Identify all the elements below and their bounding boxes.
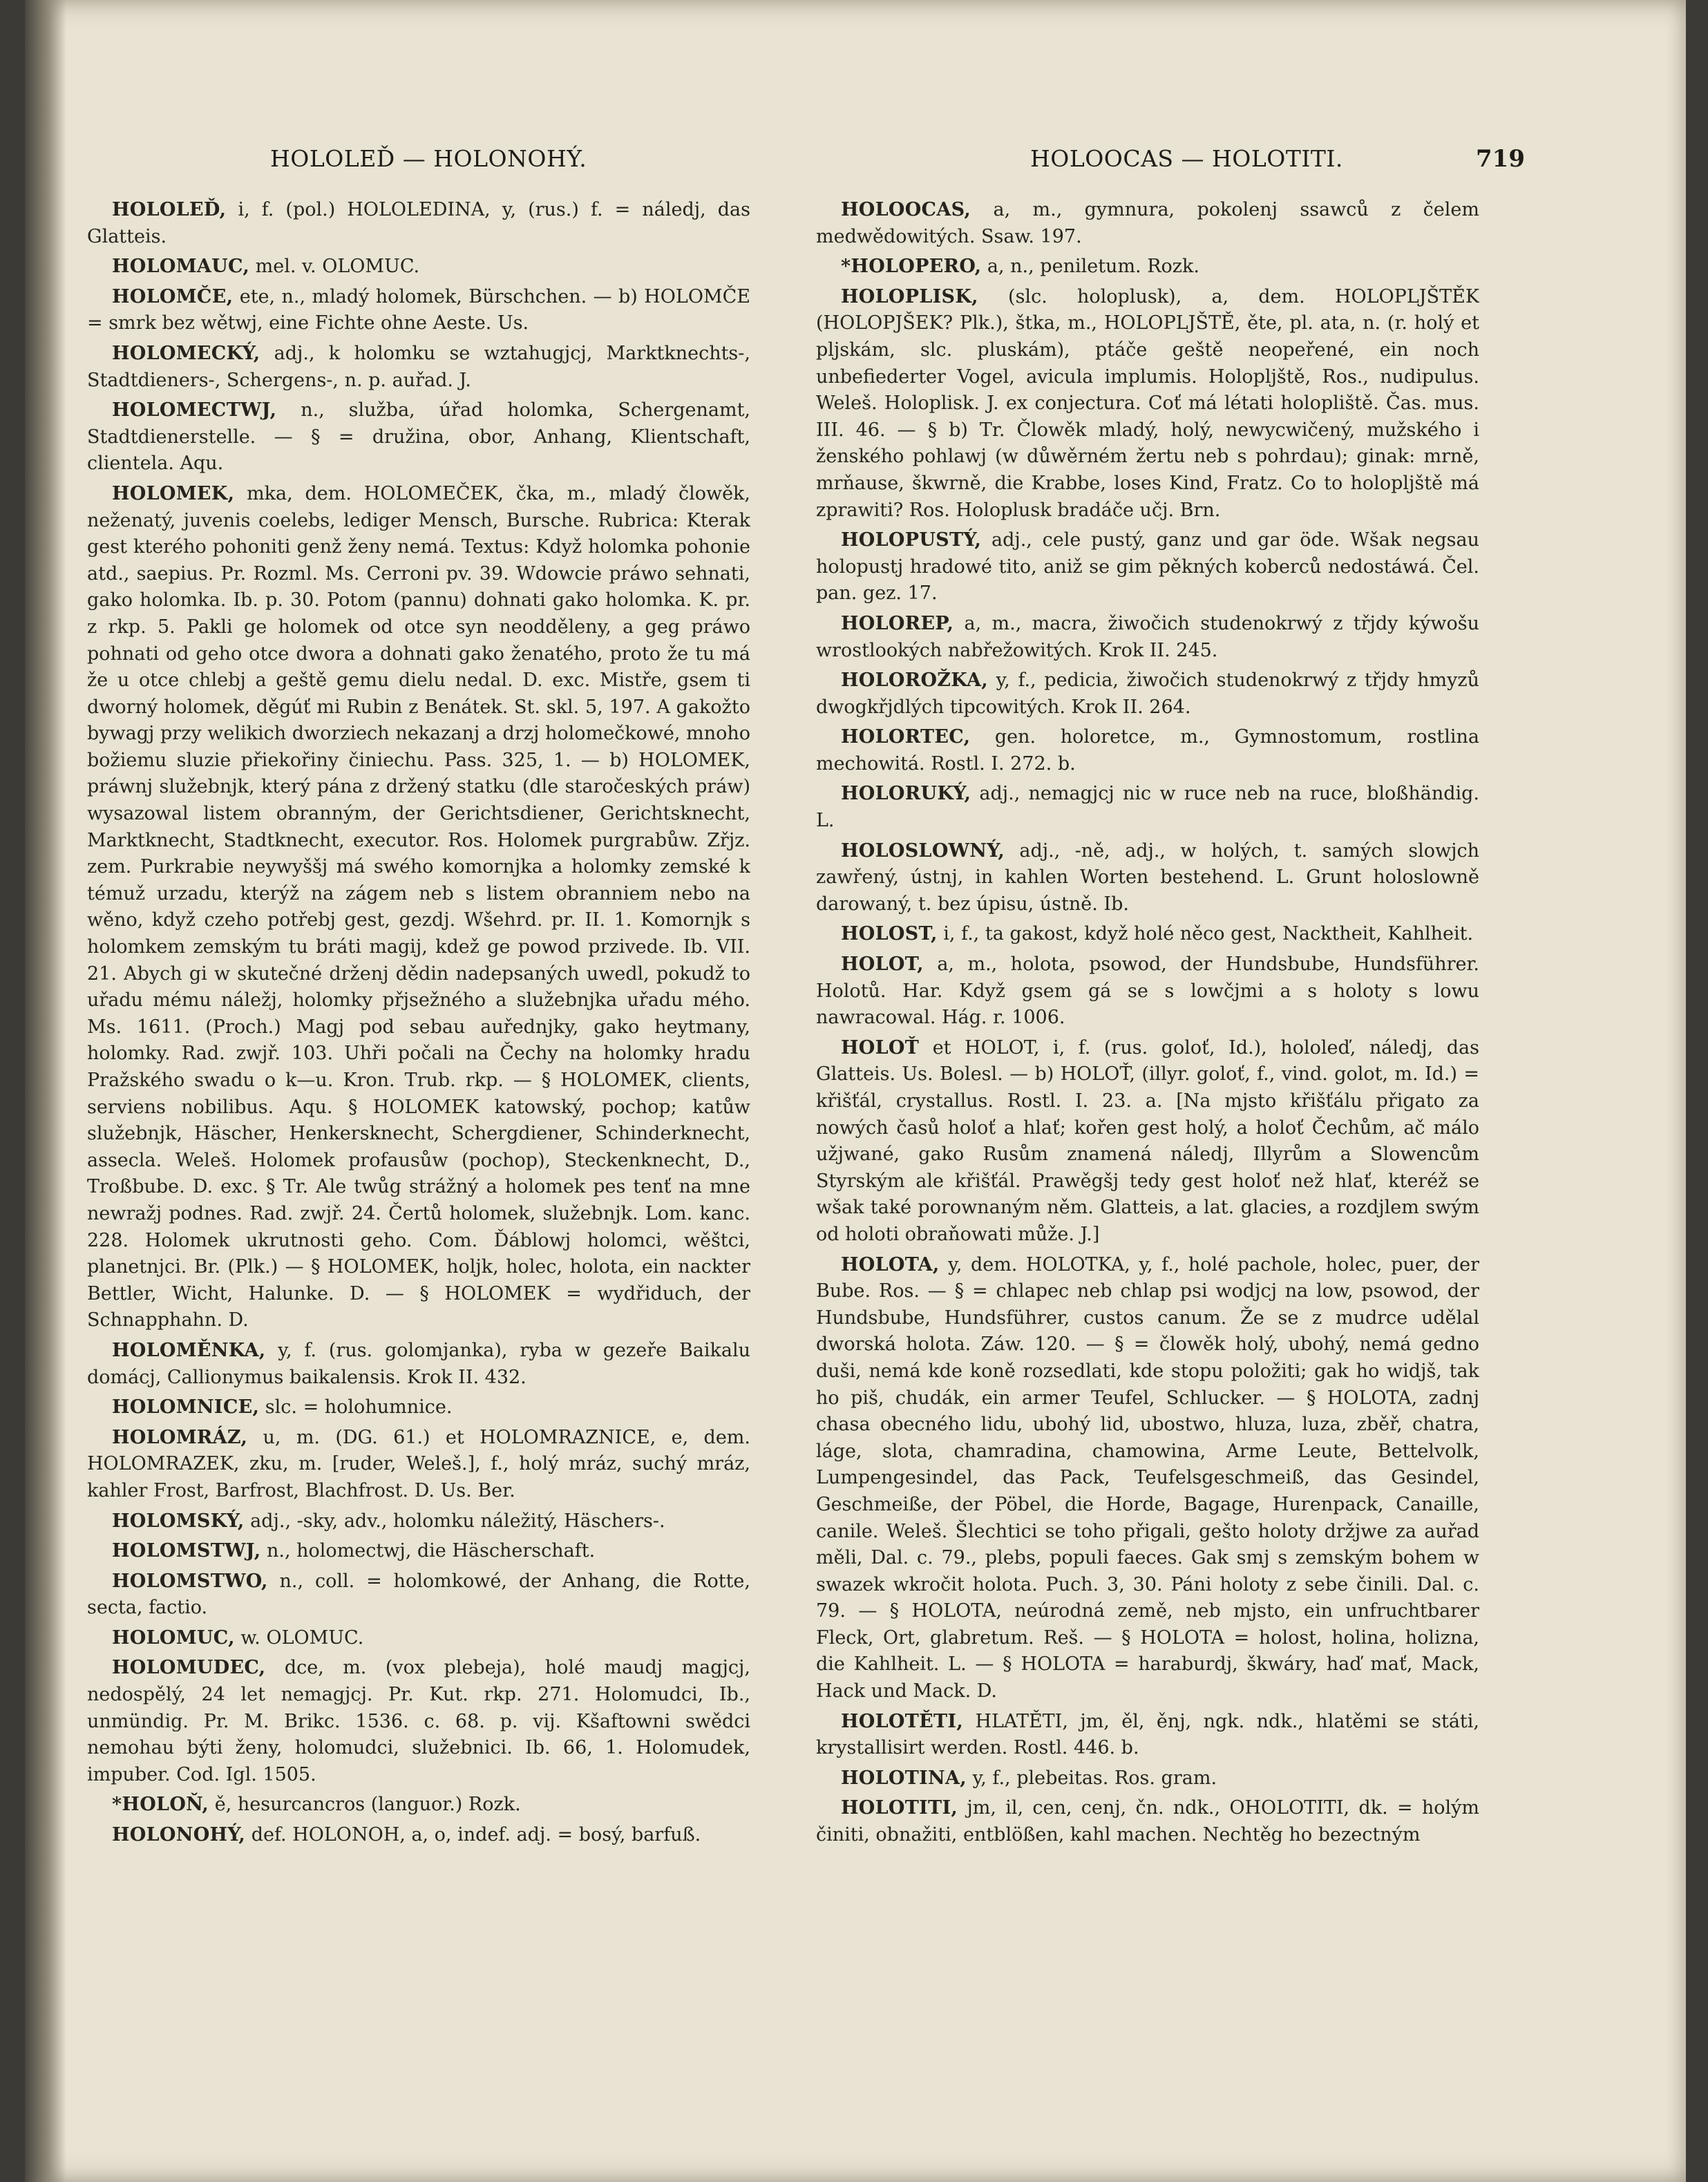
dictionary-entry — [87, 284, 750, 337]
dictionary-entry — [816, 838, 1479, 918]
entry-definition: y, dem. HOLOTKA, y, f., holé pachole, holec, puer, der Bube. Ros. — § = chlapec neb chlap psi wodjcj na low, psowod, der Hundsbube, Hundsführer, custos canum. Že se z mudrce udělal dworská holota. Záw. 120. — § = člowěk holý, ubohý, nemá gedno duši, nemá kde koně rozsedlati, kde stopu položiti; gak ho widjš, tak ho piš, chudák, ein armer Teufel, Schlucker. — § HOLOTA, zadnj chasa obecného lidu, ubohý lid, ubostwo, hluza, luza, zběř, chatra, láge, slota, chamradina, chamowina, Arme Leute, Bettelvolk, Lumpengesindel, das Pack, Teufelsgeschmeiß, das Gesindel, Geschmeiße, der Pöbel, die Horde, Bagage, Hurenpack, Canaille, canile. Weleš. Šlechtici se toho přigali, gešto holoty držjwe za auřad měli, Dal. c. 79., plebs, populi faeces. Gak smj s zemským bohem w swazek wkročit holota. Puch. 3, 30. Páni holoty z sebe činili. Dal. c. 79. — § HOLOTA, neúrodná země, neb mjsto, ein unfruchtbarer Fleck, Ort, glabretum. Reš. — § HOLOTA = holost, holina, holizna, die Kahlheit. L. — § HOLOTA = haraburdj, škwáry, haď mať, Mack, Hack und Mack. D. — [816, 1253, 1479, 1702]
entry-headword: HOLOMUDEC, — [112, 1657, 266, 1679]
entry-definition: def. HOLONOH, a, o, indef. adj. = bosý, barfuß. — [251, 1824, 701, 1846]
entry-headword: HOLOMRÁZ, — [112, 1426, 248, 1448]
entry-headword: HOLOLEĎ, — [112, 199, 227, 220]
dictionary-entry — [87, 1338, 750, 1391]
entry-headword: HOLOMSTWO, — [112, 1570, 268, 1592]
dictionary-entry — [87, 1538, 750, 1565]
entry-definition: mka, dem. HOLOMEČEK, čka, m., mladý člowěk, neženatý, juvenis coelebs, lediger Mensch, Bursche. Rubrica: Kterak gest kterého pohoniti genž ženy nemá. Textus: Když holomka pohonie atd., saepius. Pr. Rozml. Ms. Cerroni pv. 39. Wdowcie práwo sehnati, gako holomka. Ib. p. 30. Potom (pannu) dohnati gako holomka. K. pr. z rkp. 5. Pakli ge holomek od otce syn neodděleny, a geg práwo pohnati od geho otce dwora a dohnati gako ženatého, proto že tu má že u otce chlebj a geště gemu dielu nedal. D. exc. Mistře, gsem ti dworný holomek, děgúť mi Rubin z Benátek. St. skl. 5, 197. A gakožto bywagj przy welikich dworziech nekazanj a drzj holomečkowé, mnoho božiemu sluzie přiekořiny činiechu. Pass. 325, 1. — b) HOLOMEK, práwnj služebnjk, který pána z držený statku (dle staročeských práw) wysazowal listem obranným, der Gerichtsdiener, Gerichtsknecht, Marktknecht, Stadtknecht, executor. Ros. Holomek purgrabůw. Zřjz. zem. Purkrabie neywyššj má swého komornjka a holomky zemské k témuž urzadu, kterýž na zágem neb s listem obranniem nebo na wěno, když czeho potřebj gest, gezdj. Wšehrd. pr. II. 1. Komornjk s holomkem zemským tu bráti magij, kdež ge powod przivede. Ib. VII. 21. Abych gi w skutečné drženj dědin nadepsaných uwedl, pokudž to uřadu mému náležj, holomky přjsežného a služebnjka uřadu mého. Ms. 1611. (Proch.) Magj pod sebau auřednjky, gako heytmany, holomky. Rad. zwjř. 103. Uhři počali na Čechy na holomky hradu Pražského swadu o k—u. Kron. Trub. rkp. — § HOLOMEK, clients, serviens nobilibus. Aqu. § HOLOMEK katowský, pochop; katůw služebnjk, Häscher, Henkersknecht, Schergdiener, Schinderknecht, assecla. Weleš. Holomek profausůw (pochop), Steckenknecht, D., Troßbube. D. exc. § Tr. Ale twůg strážný a holomek pes tenť na mne newražj podnes. Rad. zwjř. 24. Čertů holomek, služebnjk. Lom. kanc. 228. Holomek ukrutnosti geho. Com. Ďáblowj holomci, wěštci, planetnjci. Br. (Plk.) — § HOLOMEK, holjk, holec, holota, ein nackter Bettler, Wicht, Halunke. D. — § HOLOMEK = wydřiduch, der Schnapphahn. D. — [87, 482, 750, 1331]
entry-definition: u, m. (DG. 61.) et HOLOMRAZNICE, e, dem. HOLOMRAZEK, zku, m. [ruder, Weleš.], f., holý mráz, suchý mráz, kahler Frost, Barfrost, Blachfrost. D. Us. Ber. — [87, 1426, 750, 1501]
entry-headword: HOLOMĚNKA, — [112, 1339, 266, 1361]
entry-headword: HOLOMSKÝ, — [112, 1510, 245, 1532]
dictionary-entry — [816, 1709, 1479, 1762]
entry-definition: et HOLOT, i, f. (rus. goloť, Id.), hololeď, náledj, das Glatteis. Us. Bolesl. — b) HOLOŤ, (illyr. goloť, f., vind. golot, m. Id.) = křišťál, crystallus. Rostl. I. 23. a. [Na mjsto křišťálu přigato za nowých časů holoť a hlať; kořen gest holý, a holoť Čechům, ač málo užjwané, gako Rusům znamená náledj, Illyrům a Slowencům Styrským ale křišťál. Prawěgšj tedy gest holoť než hlať, kteréž se wšak také porownaným něm. Glatteis, a lat. glacies, a rozdjlem swým od holoti obraňowati může. J.] — [816, 1036, 1479, 1245]
entry-definition: a, n., peniletum. Rozk. — [987, 256, 1199, 278]
dictionary-entry — [816, 781, 1479, 834]
entry-definition: gen. holoretce, m., Gymnostomum, rostlina mechowitá. Rostl. I. 272. b. — [816, 726, 1479, 775]
dictionary-entry — [87, 197, 750, 250]
entry-definition: adj., cele pustý, ganz und gar öde. Wšak negsau holopustj hradowé tito, aniž se gim pěkných koberců nedostáwá. Čel. pan. gez. 17. — [816, 529, 1479, 605]
dictionary-entry — [816, 527, 1479, 607]
running-header-left: HOLOLEĎ — HOLONOHÝ. — [270, 145, 587, 172]
dictionary-entry — [816, 611, 1479, 664]
entry-headword: HOLOT, — [841, 954, 924, 976]
dictionary-entry — [816, 951, 1479, 1032]
entry-headword: HOLOMEK, — [112, 482, 235, 504]
dictionary-entry — [816, 254, 1479, 281]
entry-headword: HOLOTA, — [841, 1253, 940, 1275]
entry-definition: a, m., holota, psowod, der Hundsbube, Hundsführer. Holotů. Har. Když gsem gá se s lowčjmi a s holoty s lowu nawracowal. Hág. r. 1006. — [816, 954, 1479, 1029]
entry-definition: y, f. (rus. golomjanka), ryba w gezeře Baikalu domácj, Callionymus baikalensis. Krok II. 432. — [87, 1339, 750, 1388]
dictionary-entry — [87, 481, 750, 1334]
running-header-right: HOLOOCAS — HOLOTITI. — [1030, 145, 1343, 172]
entry-definition: n., coll. = holomkowé, der Anhang, die Rotte, secta, factio. — [87, 1570, 750, 1619]
entry-definition: dce, m. (vox plebeja), holé maudj magjcj, nedospělý, 24 let nemagjcj. Pr. Kut. rkp. 271. Holomudci, Ib., unmündig. Pr. M. Brikc. 1536. c. 68. p. vij. Kšaftowni swědci nemohau býti ženy, holomudci, služebnici. Ib. 66, 1. Holomudek, impuber. Cod. Igl. 1505. — [87, 1657, 750, 1785]
entry-definition: mel. v. OLOMUC. — [255, 256, 420, 278]
dictionary-entry — [87, 1792, 750, 1819]
entry-definition: w. OLOMUC. — [240, 1626, 364, 1649]
entry-headword: HOLOPLISK, — [841, 285, 978, 307]
dictionary-entry — [816, 921, 1479, 948]
entry-definition: adj., -sky, adv., holomku náležitý, Häschers-. — [250, 1510, 665, 1532]
entry-definition: n., služba, úřad holomka, Schergenamt, Stadtdienerstelle. — § = družina, obor, Anhang, Klientschaft, clientela. Aqu. — [87, 399, 750, 475]
dictionary-entry — [816, 1252, 1479, 1705]
dictionary-entry — [87, 1425, 750, 1505]
entry-definition: i, f., ta gakost, když holé něco gest, Nacktheit, Kahlheit. — [943, 923, 1474, 945]
entry-definition: y, f., plebeitas. Ros. gram. — [972, 1767, 1217, 1789]
entry-definition: adj., k holomku se wztahugjcj, Marktknechts-, Stadtdieners-, Schergens-, n. p. auřad. J. — [87, 342, 750, 391]
dictionary-entry — [816, 1035, 1479, 1249]
entry-headword: HOLOŤ — [841, 1036, 920, 1059]
dictionary-entry — [87, 254, 750, 281]
entry-headword: HOLOMAUC, — [112, 256, 250, 278]
entry-definition: ete, n., mladý holomek, Bürschchen. — b) HOLOMČE = smrk bez wětwj, eine Fichte ohne Aeste. Us. — [87, 285, 750, 334]
entry-headword: HOLORTEC, — [841, 726, 971, 748]
entry-definition: adj., nemagjcj nic w ruce neb na ruce, bloßhändig. L. — [816, 783, 1479, 832]
dictionary-page — [25, 0, 1686, 2182]
dictionary-entry — [816, 667, 1479, 721]
entry-headword: HOLONOHÝ, — [112, 1824, 246, 1846]
entry-definition: (slc. holoplusk), a, dem. HOLOPLJŠTĚK (HOLOPJŠEK? Plk.), štka, m., HOLOPLJŠTĚ, ěte, pl. ata, n. (r. holý et pljskám, slc. pluskám), ptáče geště neopeřené, ein noch unbefiederter Vogel, avicula implumis. Holopljště, Ros., nudipulus. Weleš. Holoplisk. J. ex conjectura. Coť má létati holopliště. Čas. mus. III. 46. — § b) Tr. Člowěk mladý, holý, newycwičený, mužského i ženského pohlawj (w důwěrném žertu neb s pohrdau); ginak: mrně, mrňause, škwrně, die Krabbe, loses Kind, Fratz. Co to holopljště má zprawiti? Ros. Holoplusk bradáče učj. Brn. — [816, 285, 1479, 521]
entry-definition: adj., -ně, adj., w holých, t. samých slowjch zawřený, ústnj, in kahlen Worten bestehend. L. Grunt holoslowně darowaný, t. bez úpisu, ústně. Ib. — [816, 839, 1479, 915]
entry-definition: y, f., pedicia, žiwočich studenokrwý z třjdy hmyzů dwogkřjdlých tipcowitých. Krok II. 264. — [816, 670, 1479, 718]
entry-headword: HOLOTINA, — [841, 1767, 967, 1789]
dictionary-entry — [816, 724, 1479, 777]
entry-definition: ě, hesurcancros (languor.) Rozk. — [214, 1794, 521, 1816]
dictionary-entry — [87, 397, 750, 477]
entry-headword: HOLOMSTWJ, — [112, 1540, 261, 1562]
entry-headword: HOLOOCAS, — [841, 199, 971, 220]
entry-definition: jm, il, cen, cenj, čn. ndk., OHOLOTITI, dk. = holým činiti, obnažiti, entblößen, kahl machen. Nechtěg ho bezectným — [816, 1797, 1479, 1846]
entry-headword: *HOLOŇ, — [112, 1794, 209, 1816]
dictionary-entry — [816, 1795, 1479, 1848]
dictionary-entry — [87, 341, 750, 394]
entry-headword: HOLOMUC, — [112, 1626, 235, 1649]
entry-definition: HLATĚTI, jm, ěl, ěnj, ngk. ndk., hlatěmi se státi, krystallisirt werden. Rostl. 446. b. — [816, 1710, 1479, 1759]
dictionary-entry — [87, 1655, 750, 1788]
dictionary-entry — [87, 1568, 750, 1622]
entry-headword: HOLOMNICE, — [112, 1396, 260, 1419]
left-column — [87, 197, 750, 2173]
entry-definition: a, m., macra, žiwočich studenokrwý z třjdy kýwošu wrostlookých nabřežowitých. Krok II. 245. — [816, 612, 1479, 661]
entry-headword: HOLOMECKÝ, — [112, 342, 260, 364]
entry-headword: HOLOSLOWNÝ, — [841, 839, 1005, 862]
entry-definition: i, f. (pol.) HOLOLEDINA, y, (rus.) f. = náledj, das Glatteis. — [87, 199, 750, 247]
dictionary-entry — [87, 1508, 750, 1535]
entry-headword: HOLOMČE, — [112, 285, 234, 307]
entry-headword: HOLOMECTWJ, — [112, 399, 277, 421]
entry-headword: *HOLOPERO, — [841, 256, 982, 278]
entry-headword: HOLOTITI, — [841, 1797, 958, 1819]
right-column — [816, 197, 1479, 2173]
entry-headword: HOLOREP, — [841, 612, 954, 634]
entry-headword: HOLOTĚTI, — [841, 1710, 964, 1732]
entry-headword: HOLOPUSTÝ, — [841, 529, 982, 551]
dictionary-entry — [816, 197, 1479, 250]
dictionary-entry — [87, 1822, 750, 1849]
dictionary-entry — [816, 1765, 1479, 1792]
dictionary-entry — [816, 284, 1479, 524]
dictionary-entry — [87, 1394, 750, 1421]
book-gutter — [25, 0, 66, 2182]
dictionary-entry — [87, 1625, 750, 1652]
entry-headword: HOLORUKÝ, — [841, 783, 971, 805]
entry-headword: HOLOST, — [841, 923, 938, 945]
entry-definition: slc. = holohumnice. — [265, 1396, 453, 1419]
entry-definition: a, m., gymnura, pokolenj ssawců z čelem medwědowitých. Ssaw. 197. — [816, 199, 1479, 247]
entry-headword: HOLOROŽKA, — [841, 670, 988, 692]
entry-definition: n., holomectwj, die Häscherschaft. — [267, 1540, 596, 1562]
page-number: 719 — [1476, 145, 1525, 173]
